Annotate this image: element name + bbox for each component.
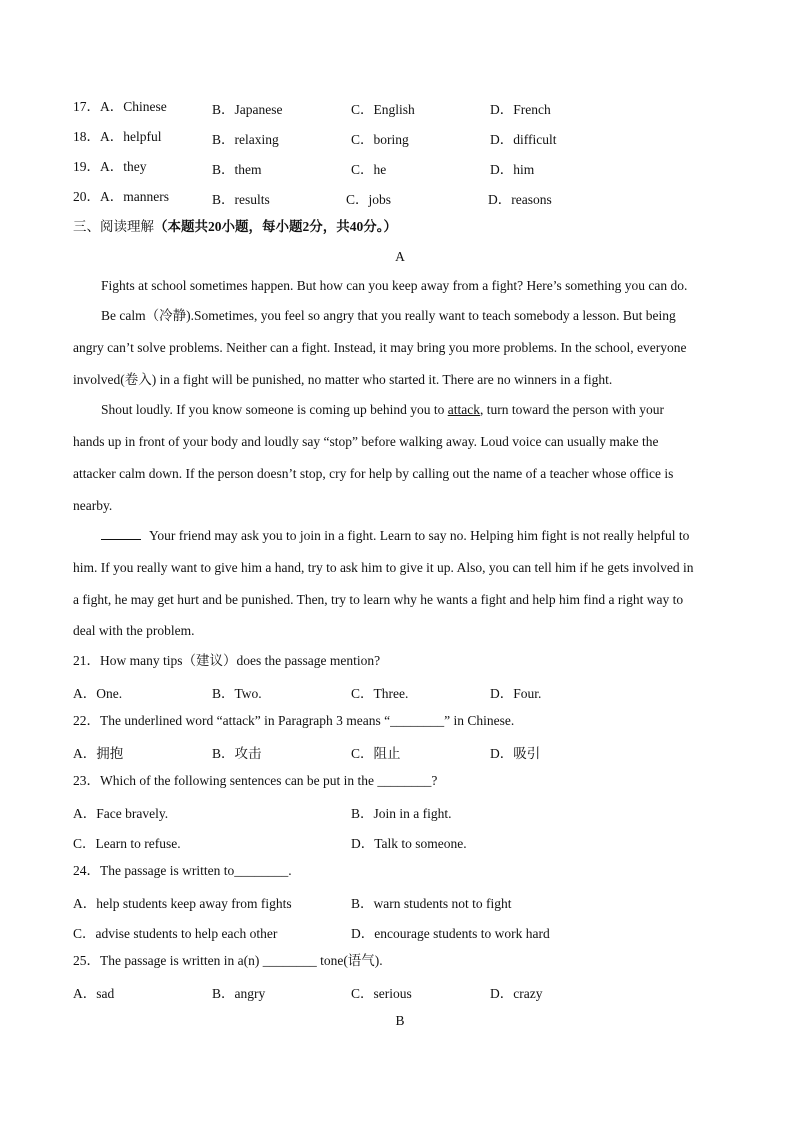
- passage-a-p4-line2: him. If you really want to give him a hand, try to ask him to give it up. Also, you can tell him if he gets involved in: [73, 560, 694, 575]
- question-number: 20．: [73, 189, 100, 204]
- option-c: C．jobs: [346, 192, 392, 207]
- passage-a-p2-line1: Be calm（冷静).Sometimes, you feel so angry that you really want to teach somebody a lesson. But being: [101, 308, 676, 323]
- section-title: 三、阅读理解: [73, 219, 154, 234]
- passage-a-p4-line4: deal with the problem.: [73, 623, 195, 638]
- option-d: D．difficult: [490, 132, 557, 147]
- option-b: B．them: [212, 162, 262, 177]
- question-24-stem: 24．The passage is written to________.: [73, 863, 292, 878]
- passage-a-p2-line2: angry can’t solve problems. Neither can a fight. Instead, it may bring you more problems. In the school, everyone: [73, 340, 687, 355]
- passage-a-p3-line4: nearby.: [73, 498, 113, 513]
- q21-option-d: D．Four.: [490, 686, 542, 701]
- passage-a-p1: Fights at school sometimes happen. But how can you keep away from a fight? Here’s something you can do.: [101, 278, 688, 293]
- passage-a-label: A: [395, 249, 405, 264]
- underlined-word-attack: attack: [447, 402, 480, 417]
- option-a: A．manners: [100, 189, 169, 204]
- q22-option-c: C．阻止: [351, 746, 401, 761]
- option-c: C．boring: [351, 132, 409, 147]
- option-a: A．helpful: [100, 129, 162, 144]
- option-d: D．reasons: [488, 192, 552, 207]
- q25-option-a: A．sad: [73, 986, 115, 1001]
- passage-a-p2-line3: involved(卷入) in a fight will be punished, no matter who started it. There are no winners in a fight.: [73, 372, 613, 387]
- passage-a-p3-line1: [101, 401, 751, 419]
- question-25-stem: 25．The passage is written in a(n) ________ tone(语气).: [73, 953, 383, 968]
- q25-option-c: C．serious: [351, 986, 412, 1001]
- option-d: D．French: [490, 102, 551, 117]
- p4-text: Your friend may ask you to join in a fight. Learn to say no. Helping him fight is not really helpful to: [149, 528, 690, 543]
- q23-option-a: A．Face bravely.: [73, 806, 169, 821]
- option-b: B．relaxing: [212, 132, 279, 147]
- q21-option-b: B．Two.: [212, 686, 262, 701]
- question-23-stem: 23．Which of the following sentences can be put in the ________?: [73, 773, 438, 788]
- option-b: B．results: [212, 192, 270, 207]
- q23-option-c: C．Learn to refuse.: [73, 836, 181, 851]
- passage-a-p3-line2: hands up in front of your body and loudly say “stop” before walking away. Loud voice can usually make the: [73, 434, 659, 449]
- question-number: 19．: [73, 159, 100, 174]
- q21-option-a: A．One.: [73, 686, 123, 701]
- question-22-stem: 22．The underlined word “attack” in Paragraph 3 means “________” in Chinese.: [73, 713, 515, 728]
- p3-text-post: , turn toward the person with your: [479, 402, 665, 417]
- option-d: D．him: [490, 162, 535, 177]
- q22-option-a: A．拥抱: [73, 746, 124, 761]
- q23-option-d: D．Talk to someone.: [351, 836, 467, 851]
- option-c: C．English: [351, 102, 415, 117]
- cloze-question-17: [73, 98, 167, 116]
- q25-option-b: B．angry: [212, 986, 266, 1001]
- cloze-question-20: [73, 188, 169, 206]
- q24-option-a: A．help students keep away from fights: [73, 896, 292, 911]
- section-note: （本题共20小题，每小题2分，共40分。）: [154, 219, 397, 234]
- question-number: 17．: [73, 99, 100, 114]
- question-number: 18．: [73, 129, 100, 144]
- blank-line: [101, 527, 141, 540]
- passage-b-label: B: [395, 1013, 405, 1028]
- option-c: C．he: [351, 162, 387, 177]
- question-21-stem: 21．How many tips（建议）does the passage mention?: [73, 653, 381, 668]
- cloze-question-18: [73, 128, 162, 146]
- q24-option-d: D．encourage students to work hard: [351, 926, 550, 941]
- passage-a-p3-line3: attacker calm down. If the person doesn’t stop, cry for help by calling out the name of a teacher whose office is: [73, 466, 674, 481]
- q21-option-c: C．Three.: [351, 686, 409, 701]
- q25-option-d: D．crazy: [490, 986, 543, 1001]
- q23-option-b: B．Join in a fight.: [351, 806, 452, 821]
- cloze-question-19: [73, 158, 147, 176]
- passage-a-p4-line1: [101, 527, 751, 545]
- q22-option-d: D．吸引: [490, 746, 541, 761]
- passage-a-p4-line3: a fight, he may get hurt and be punished. Then, try to learn why he wants a fight and help him find a right way to: [73, 592, 684, 607]
- q24-option-c: C．advise students to help each other: [73, 926, 278, 941]
- section-heading: [73, 218, 397, 236]
- p3-text-pre: Shout loudly. If you know someone is coming up behind you to: [101, 402, 448, 417]
- option-a: A．Chinese: [100, 99, 167, 114]
- q22-option-b: B．攻击: [212, 746, 262, 761]
- option-a: A．they: [100, 159, 147, 174]
- q24-option-b: B．warn students not to fight: [351, 896, 512, 911]
- option-b: B．Japanese: [212, 102, 283, 117]
